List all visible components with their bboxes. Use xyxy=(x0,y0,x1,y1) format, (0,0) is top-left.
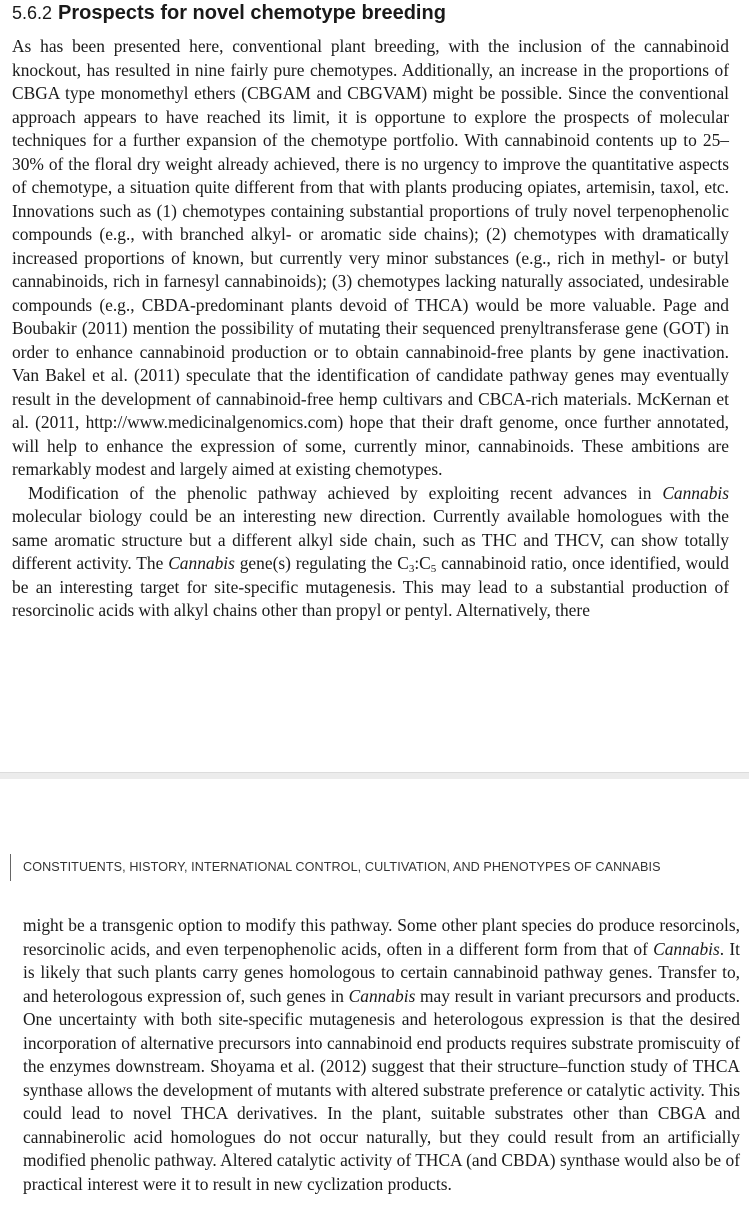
text-run: Modification of the phenolic pathway achieved by exploiting recent advances in xyxy=(28,482,663,503)
paragraph-phenolic-pathway xyxy=(12,482,729,623)
text-run: gene(s) regulating the C xyxy=(234,553,409,573)
text-run: may result in variant precursors and products. One uncertainty with both site-specific mutagenesis and heterologous expression is that the desired incorporation of alternative precursors into cannabinoid end products requires substrate promiscuity of the enzymes downstream. Shoyama et al. (2012) suggest that their structure–function study of THCA synthase allows the development of mutants with altered substrate preference or catalytic activity. This could lead to novel THCA derivatives. In the plant, suitable substrates other than CBGA and cannabinerolic acid homologues do not occur naturally, but they could result from an artificially modified phenolic pathway. Altered catalytic activity of THCA (and CBDA) synthase would also be of practical interest were it to result in new cyclization products. xyxy=(23,985,740,1194)
italic-term: Cannabis xyxy=(168,553,235,573)
subscript: 5 xyxy=(430,563,437,575)
section-number: 5.6.2 xyxy=(12,3,53,23)
text-run: . It is likely that such plants carry genes homologous to certain cannabinoid pathway genes. Transfer to, and heterologous expression of, such genes in xyxy=(23,938,740,1006)
section-title: Prospects for novel chemotype breeding xyxy=(58,2,446,24)
section-heading xyxy=(12,2,446,28)
italic-term: Cannabis xyxy=(348,985,416,1006)
subscript: 3 xyxy=(408,563,415,575)
text-run: might be a transgenic option to modify this pathway. Some other plant species do produce resorcinols, resorcinolic acids, and even terpenophenolic acids, often in a different form from that of xyxy=(23,915,740,959)
text-run: molecular biology could be an interesting new direction. Currently available homologues with the same aromatic structure but a different alkyl side chain, such as THC and THCV, can show totally different activity. The xyxy=(12,506,729,573)
italic-term: Cannabis xyxy=(653,938,720,959)
top-text-block xyxy=(12,35,729,623)
page-divider xyxy=(0,772,749,779)
running-header: CONSTITUENTS, HISTORY, INTERNATIONAL CONTROL, CULTIVATION, AND PHENOTYPES OF CANNABIS xyxy=(10,854,661,881)
text-run: cannabinoid ratio, once identified, would be an interesting target for site-specific mutagenesis. This may lead to a substantial production of resorcinolic acids with alkyl chains other than propyl or pentyl. Alternatively, there xyxy=(12,553,729,620)
paragraph-continuation xyxy=(23,914,740,1196)
paragraph-intro: As has been presented here, conventional plant breeding, with the inclusion of the cannabinoid knockout, has resulted in nine fairly pure chemotypes. Additionally, an increase in the proportions of CBGA type monomethyl ethers (CBGAM and CBGVAM) might be possible. Since the conventional approach appears to have reached its limit, it is opportune to explore the prospects of molecular techniques for a further expansion of the chemotype portfolio. With cannabinoid contents up to 25–30% of the floral dry weight already achieved, there is no urgency to improve the quantitative aspects of chemotype, a situation quite different from that with plants producing opiates, artemisin, taxol, etc. Innovations such as (1) chemotypes containing substantial proportions of truly novel terpenophenolic compounds (e.g., with branched alkyl- or aromatic side chains); (2) chemotypes with dramatically increased proportions of known, but currently very minor substances (e.g., rich in methyl- or butyl cannabinoids, rich in farnesyl cannabinoids); (3) chemotypes lacking naturally associated, undesirable compounds (e.g., CBDA-predominant plants devoid of THCA) would be more valuable. Page and Boubakir (2011) mention the possibility of mutating their sequenced prenyltransferase gene (GOT) in order to enhance cannabinoid production or to obtain cannabinoid-free plants by gene inactivation. Van Bakel et al. (2011) speculate that the identification of candidate pathway genes may eventually result in the development of cannabinoid-free hemp cultivars and CBCA-rich materials. McKernan et al. (2011, http://www.medicinalgenomics.com) hope that their draft genome, once further annotated, will help to enhance the expression of some, currently minor, cannabinoids. These ambitions are remarkably modest and largely aimed at existing chemotypes. xyxy=(12,36,729,479)
text-run: :C xyxy=(414,553,431,573)
bottom-text-block xyxy=(23,914,740,1196)
italic-term: Cannabis xyxy=(662,482,729,503)
